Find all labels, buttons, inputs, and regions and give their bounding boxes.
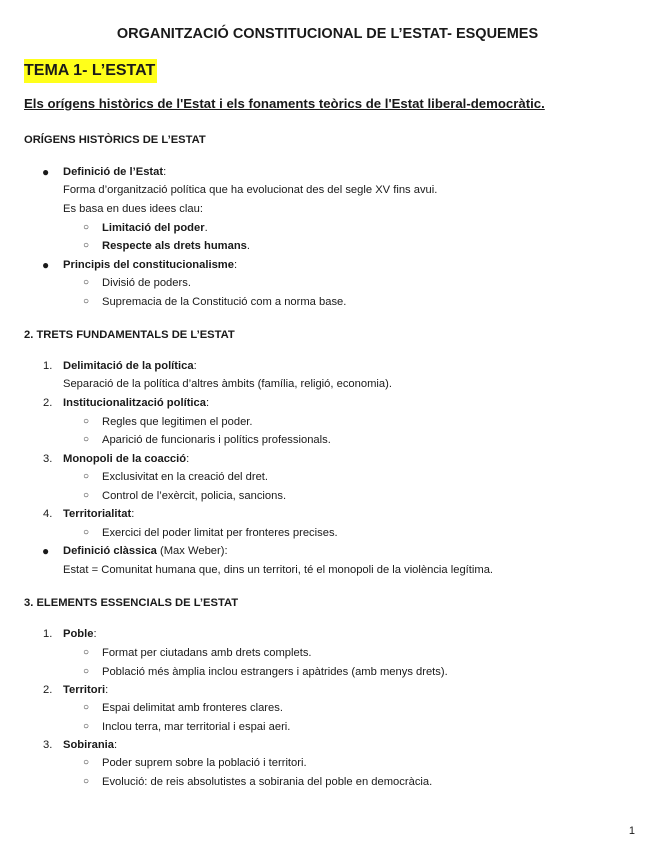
bullet-dot-icon: ●: [42, 258, 50, 272]
bullet-circle-icon: ○: [83, 277, 90, 288]
item-label: Delimitació de la política: [63, 360, 194, 372]
item-text: Separació de la política d’altres àmbits (família, religió, economia).: [63, 378, 392, 390]
section-heading: 3. ELEMENTS ESSENCIALS DE L’ESTAT: [24, 597, 239, 609]
bullet-circle-icon: ○: [83, 776, 90, 787]
list-number: 4.: [43, 508, 53, 520]
page-number: 1: [628, 825, 635, 837]
list-item: Exclusivitat en la creació del dret.: [102, 471, 269, 483]
list-number: 2.: [43, 684, 53, 696]
item-label: Principis del constitucionalisme: [63, 259, 234, 271]
list-item: [63, 544, 228, 558]
item-label: Limitació del poder: [102, 222, 205, 234]
list-item: Delimitació de la política:: [63, 360, 197, 372]
bullet-circle-icon: ○: [83, 527, 90, 538]
list-item: Població més àmplia inclou estrangers i apàtrides (amb menys drets).: [102, 666, 448, 678]
bullet-circle-icon: ○: [83, 222, 90, 233]
item-text: Estat = Comunitat humana que, dins un territori, té el monopoli de la violència legítima.: [63, 564, 494, 576]
list-item: Poble:: [63, 628, 97, 640]
tema-heading: TEMA 1- L’ESTAT: [24, 59, 157, 83]
section-heading: 2. TRETS FUNDAMENTALS DE L’ESTAT: [24, 329, 235, 341]
list-item: Divisió de poders.: [102, 277, 191, 289]
list-item: Territorialitat:: [63, 508, 135, 520]
bullet-circle-icon: ○: [83, 416, 90, 427]
list-item: Monopoli de la coacció:: [63, 453, 190, 465]
list-number: 1.: [43, 360, 53, 372]
bullet-dot-icon: ●: [42, 544, 50, 558]
bullet-circle-icon: ○: [83, 471, 90, 482]
item-label: Territori: [63, 684, 106, 696]
list-item: Territori:: [63, 684, 109, 696]
bullet-circle-icon: ○: [83, 666, 90, 677]
list-item: Limitació del poder.: [102, 222, 208, 234]
item-label: Definició de l’Estat: [63, 166, 164, 178]
list-item: Aparició de funcionaris i polítics professionals.: [102, 434, 331, 446]
list-item: Espai delimitat amb fronteres clares.: [102, 702, 283, 714]
list-number: 1.: [43, 628, 53, 640]
item-author: (Max Weber):: [160, 545, 228, 557]
list-item: Supremacia de la Constitució com a norma base.: [102, 296, 347, 308]
item-label: Sobirania: [63, 739, 114, 751]
list-item: Definició de l’Estat:: [63, 166, 167, 178]
bullet-circle-icon: ○: [83, 434, 90, 445]
item-label: Poble: [63, 628, 94, 640]
bullet-circle-icon: ○: [83, 240, 90, 251]
list-number: 2.: [43, 397, 53, 409]
section-heading: ORÍGENS HISTÒRICS DE L’ESTAT: [24, 134, 206, 146]
list-item: Format per ciutadans amb drets complets.: [102, 647, 312, 659]
bullet-dot-icon: ●: [42, 165, 50, 179]
list-item: Inclou terra, mar territorial i espai aeri.: [102, 721, 291, 733]
list-item: Evolució: de reis absolutistes a sobirania del poble en democràcia.: [102, 776, 433, 788]
bullet-circle-icon: ○: [83, 296, 90, 307]
item-label: Respecte als drets humans: [102, 240, 247, 252]
document-subtitle: Els orígens històrics de l'Estat i els fonaments teòrics de l'Estat liberal-democràtic.: [24, 96, 545, 111]
bullet-circle-icon: ○: [83, 721, 90, 732]
item-text: Es basa en dues idees clau:: [63, 203, 203, 215]
bullet-circle-icon: ○: [83, 647, 90, 658]
list-item: Exercici del poder limitat per fronteres precises.: [102, 527, 338, 539]
list-number: 3.: [43, 739, 53, 751]
item-label: Definició clàssica: [63, 545, 157, 557]
list-item: Poder suprem sobre la població i territori.: [102, 757, 307, 769]
list-item: Respecte als drets humans.: [102, 240, 250, 252]
list-item: Regles que legitimen el poder.: [102, 416, 253, 428]
item-text: Forma d’organització política que ha evolucionat des del segle XV fins avui.: [63, 184, 438, 196]
item-label: Institucionalització política: [63, 397, 206, 409]
list-item: Institucionalització política:: [63, 397, 210, 409]
list-item: Principis del constitucionalisme:: [63, 259, 238, 271]
bullet-circle-icon: ○: [83, 757, 90, 768]
bullet-circle-icon: ○: [83, 702, 90, 713]
list-item: Sobirania:: [63, 739, 118, 751]
bullet-circle-icon: ○: [83, 490, 90, 501]
item-label: Territorialitat: [63, 508, 132, 520]
list-item: Control de l’exèrcit, policia, sancions.: [102, 490, 287, 502]
item-label: Monopoli de la coacció: [63, 453, 187, 465]
document-title: ORGANITZACIÓ CONSTITUCIONAL DE L’ESTAT- ESQUEMES: [116, 26, 539, 42]
list-number: 3.: [43, 453, 53, 465]
